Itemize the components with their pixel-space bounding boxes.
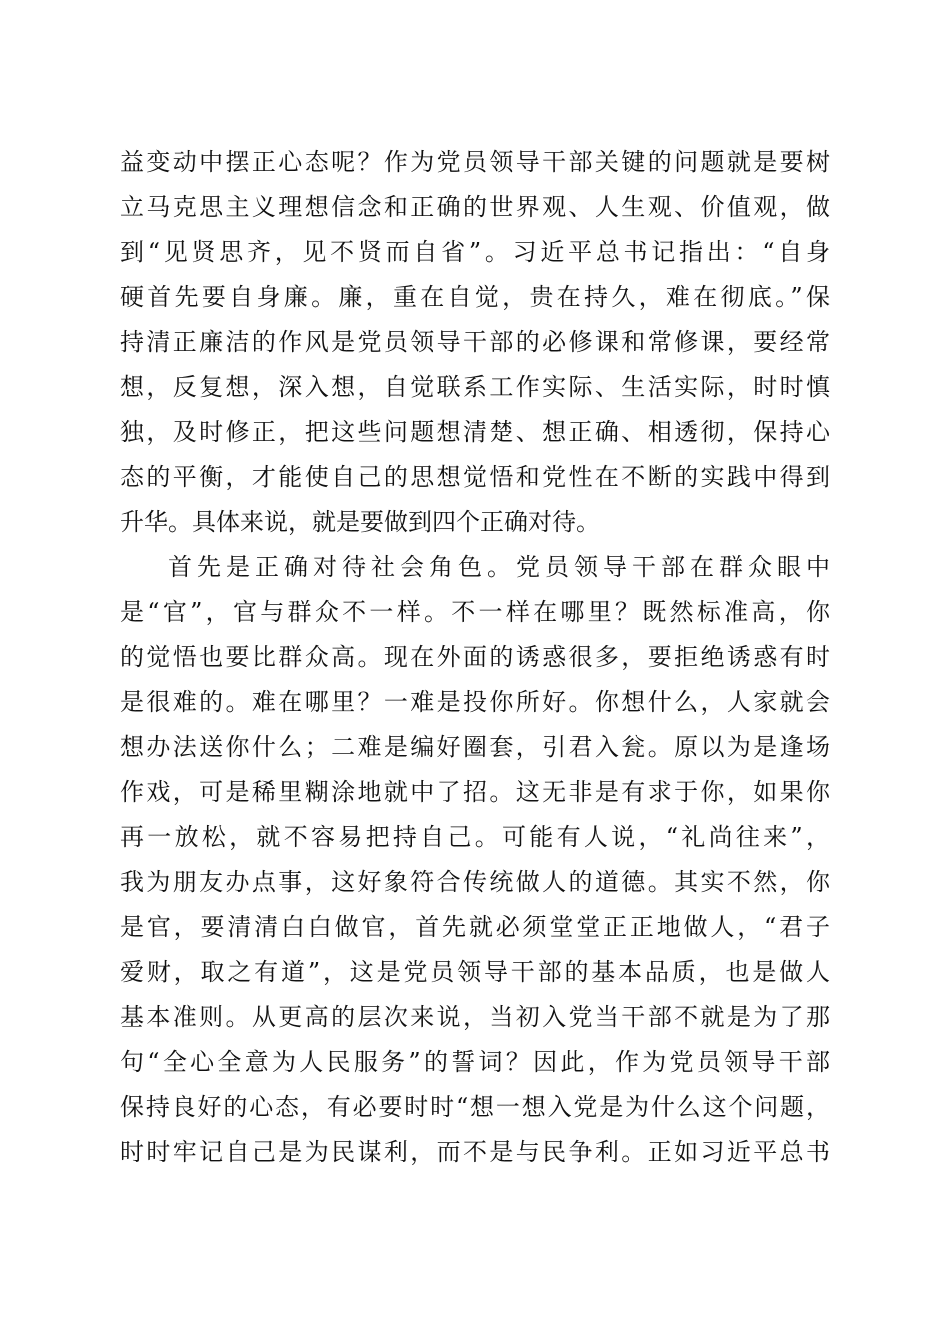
text-line-10: 首先是正确对待社会角色。党员领导干部在群众眼中 xyxy=(168,553,830,581)
text-line-2: 立马克思主义理想信念和正确的世界观、人生观、价值观，做 xyxy=(120,193,830,221)
text-line-15: 作戏，可是稀里糊涂地就中了招。这无非是有求于你，如果你 xyxy=(120,778,830,806)
text-line-20: 基本准则。从更高的层次来说，当初入党当干部不就是为了那 xyxy=(120,1003,830,1031)
text-line-6: 想，反复想，深入想，自觉联系工作实际、生活实际，时时慎 xyxy=(120,373,830,401)
text-line-21: 句“全心全意为人民服务”的誓词？因此，作为党员领导干部 xyxy=(120,1048,830,1076)
text-line-8: 态的平衡，才能使自己的思想觉悟和党性在不断的实践中得到 xyxy=(120,463,830,491)
text-line-1: 益变动中摆正心态呢？作为党员领导干部关键的问题就是要树 xyxy=(120,148,830,176)
text-line-16: 再一放松，就不容易把持自己。可能有人说，“礼尚往来”， xyxy=(120,823,830,851)
text-line-17: 我为朋友办点事，这好象符合传统做人的道德。其实不然，你 xyxy=(120,868,830,896)
text-line-5: 持清正廉洁的作风是党员领导干部的必修课和常修课，要经常 xyxy=(120,328,830,356)
text-line-7: 独，及时修正，把这些问题想清楚、想正确、相透彻，保持心 xyxy=(120,418,830,446)
body-text xyxy=(120,140,830,1175)
text-line-22: 保持良好的心态，有必要时时“想一想入党是为什么这个问题， xyxy=(120,1093,830,1121)
text-line-14: 想办法送你什么；二难是编好圈套，引君入瓮。原以为是逢场 xyxy=(120,733,830,761)
text-line-13: 是很难的。难在哪里？一难是投你所好。你想什么，人家就会 xyxy=(120,688,830,716)
text-line-23: 时时牢记自己是为民谋利，而不是与民争利。正如习近平总书 xyxy=(120,1138,830,1166)
text-line-18: 是官，要清清白白做官，首先就必须堂堂正正地做人，“君子 xyxy=(120,913,830,941)
text-line-3: 到“见贤思齐，见不贤而自省”。习近平总书记指出：“自身 xyxy=(120,238,830,266)
text-line-12: 的觉悟也要比群众高。现在外面的诱惑很多，要拒绝诱惑有时 xyxy=(120,643,830,671)
text-line-11: 是“官”，官与群众不一样。不一样在哪里？既然标准高，你 xyxy=(120,598,830,626)
text-line-4: 硬首先要自身廉。廉，重在自觉，贵在持久，难在彻底。”保 xyxy=(120,283,830,311)
text-line-19: 爱财，取之有道”，这是党员领导干部的基本品质，也是做人 xyxy=(120,958,830,986)
text-line-9: 升华。具体来说，就是要做到四个正确对待。 xyxy=(120,508,600,536)
